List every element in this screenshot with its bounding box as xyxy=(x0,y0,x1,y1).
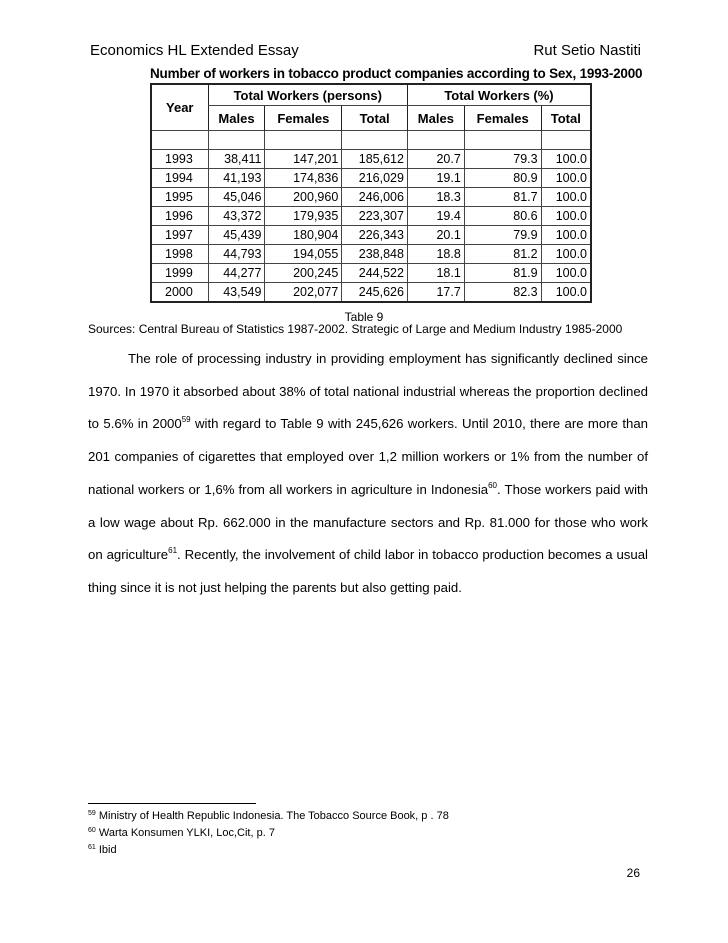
table-cell: 82.3 xyxy=(464,283,541,303)
table-cell: 100.0 xyxy=(541,226,591,245)
table-cell: 147,201 xyxy=(265,150,342,169)
text-run: . Recently, the involvement of child labor in tobacco production becomes a usual thing since it is not just helping the parents but also getting paid. xyxy=(88,547,648,595)
table-cell: 100.0 xyxy=(541,207,591,226)
footnote-divider xyxy=(88,803,256,804)
footnote-text: Warta Konsumen YLKI, Loc,Cit, p. 7 xyxy=(98,827,275,839)
table-cell: 81.9 xyxy=(464,264,541,283)
year-cell: 1995 xyxy=(151,188,208,207)
footnote xyxy=(88,808,449,825)
text-run: The role of processing industry in providing employment has significantly declined since 1970. In 1970 it absorbed about 38% of total national industrial whereas the proportion declined to 5.6% in 2000 xyxy=(88,351,648,432)
table-cell: 44,793 xyxy=(208,245,265,264)
table-row xyxy=(151,150,591,169)
col-group-percent: Total Workers (%) xyxy=(407,84,591,106)
table-caption: Table 9 xyxy=(344,310,384,324)
table-cell: 245,626 xyxy=(342,283,408,303)
col-header-year: Year xyxy=(151,84,208,131)
table-cell: 100.0 xyxy=(541,283,591,303)
table-cell: 17.7 xyxy=(407,283,464,303)
year-cell: 1998 xyxy=(151,245,208,264)
text-run: . Those workers paid with a low wage about Rp. 662.000 in the manufacture sectors and Rp. 81.000 for those who work on agriculture xyxy=(88,481,648,563)
paragraph xyxy=(88,343,648,605)
table-cell: 45,046 xyxy=(208,188,265,207)
col-group-persons: Total Workers (persons) xyxy=(208,84,407,106)
table-cell: 100.0 xyxy=(541,188,591,207)
footnote-ref: 61 xyxy=(168,546,178,556)
page-number: 26 xyxy=(626,866,640,880)
col-header: Total xyxy=(342,106,408,131)
year-cell: 2000 xyxy=(151,283,208,303)
table-cell: 223,307 xyxy=(342,207,408,226)
table-figure xyxy=(150,66,643,303)
col-header: Females xyxy=(265,106,342,131)
col-header: Males xyxy=(407,106,464,131)
text-run: with regard to Table 9 with 245,626 workers. Until 2010, there are more than 201 companies of cigarettes that employed over 1,2 million workers or 1% from the number of national workers or 1,6% from all workers in agriculture in Indonesia xyxy=(88,416,648,497)
table-cell: 238,848 xyxy=(342,245,408,264)
table-cell: 194,055 xyxy=(265,245,342,264)
table-cell: 100.0 xyxy=(541,245,591,264)
footnote xyxy=(88,825,449,842)
table-cell: 180,904 xyxy=(265,226,342,245)
header-author: Rut Setio Nastiti xyxy=(533,42,641,59)
table-cell: 79.9 xyxy=(464,226,541,245)
table-cell: 226,343 xyxy=(342,226,408,245)
table-cell: 174,836 xyxy=(265,169,342,188)
table-cell: 100.0 xyxy=(541,150,591,169)
table-cell: 44,277 xyxy=(208,264,265,283)
table-sources: Sources: Central Bureau of Statistics 1987-2002. Strategic of Large and Medium Industry 1985-2000 xyxy=(88,322,623,336)
workers-table xyxy=(150,83,592,303)
table-cell: 185,612 xyxy=(342,150,408,169)
year-cell: 1996 xyxy=(151,207,208,226)
table-cell: 41,193 xyxy=(208,169,265,188)
footnote-number: 59 xyxy=(88,810,96,817)
table-cell: 20.1 xyxy=(407,226,464,245)
table-cell: 80.6 xyxy=(464,207,541,226)
table-title: Number of workers in tobacco product companies according to Sex, 1993-2000 xyxy=(150,66,643,81)
year-cell: 1993 xyxy=(151,150,208,169)
col-header: Total xyxy=(541,106,591,131)
table-row xyxy=(151,188,591,207)
table-cell: 79.3 xyxy=(464,150,541,169)
table-row xyxy=(151,283,591,303)
footnote-text: Ibid xyxy=(98,844,117,856)
year-cell: 1994 xyxy=(151,169,208,188)
table-cell: 179,935 xyxy=(265,207,342,226)
table-cell: 43,372 xyxy=(208,207,265,226)
body-text xyxy=(88,343,648,605)
table-cell: 19.4 xyxy=(407,207,464,226)
table-cell: 202,077 xyxy=(265,283,342,303)
year-cell: 1997 xyxy=(151,226,208,245)
table-cell: 43,549 xyxy=(208,283,265,303)
footnote-ref: 60 xyxy=(488,480,497,490)
table-cell: 80.9 xyxy=(464,169,541,188)
table-cell: 100.0 xyxy=(541,264,591,283)
footnote-number: 60 xyxy=(88,827,96,834)
table-cell: 20.7 xyxy=(407,150,464,169)
footnote-ref: 59 xyxy=(181,415,191,425)
table-cell: 246,006 xyxy=(342,188,408,207)
table-row xyxy=(151,264,591,283)
footnotes xyxy=(88,808,449,859)
table-cell: 19.1 xyxy=(407,169,464,188)
footnote xyxy=(88,842,449,859)
table-cell: 244,522 xyxy=(342,264,408,283)
table-row xyxy=(151,226,591,245)
table-cell: 100.0 xyxy=(541,169,591,188)
table-cell: 81.7 xyxy=(464,188,541,207)
col-header: Females xyxy=(464,106,541,131)
table-cell: 45,439 xyxy=(208,226,265,245)
footnote-text: Ministry of Health Republic Indonesia. The Tobacco Source Book, p . 78 xyxy=(98,810,449,822)
table-row xyxy=(151,245,591,264)
table-row xyxy=(151,207,591,226)
table-cell: 38,411 xyxy=(208,150,265,169)
table-row xyxy=(151,169,591,188)
year-cell: 1999 xyxy=(151,264,208,283)
table-cell: 18.3 xyxy=(407,188,464,207)
table-cell: 18.1 xyxy=(407,264,464,283)
table-cell: 18.8 xyxy=(407,245,464,264)
footnote-number: 61 xyxy=(88,844,96,851)
header-title: Economics HL Extended Essay xyxy=(90,42,299,59)
table-cell: 216,029 xyxy=(342,169,408,188)
table-cell: 200,245 xyxy=(265,264,342,283)
table-cell: 200,960 xyxy=(265,188,342,207)
col-header: Males xyxy=(208,106,265,131)
table-cell: 81.2 xyxy=(464,245,541,264)
